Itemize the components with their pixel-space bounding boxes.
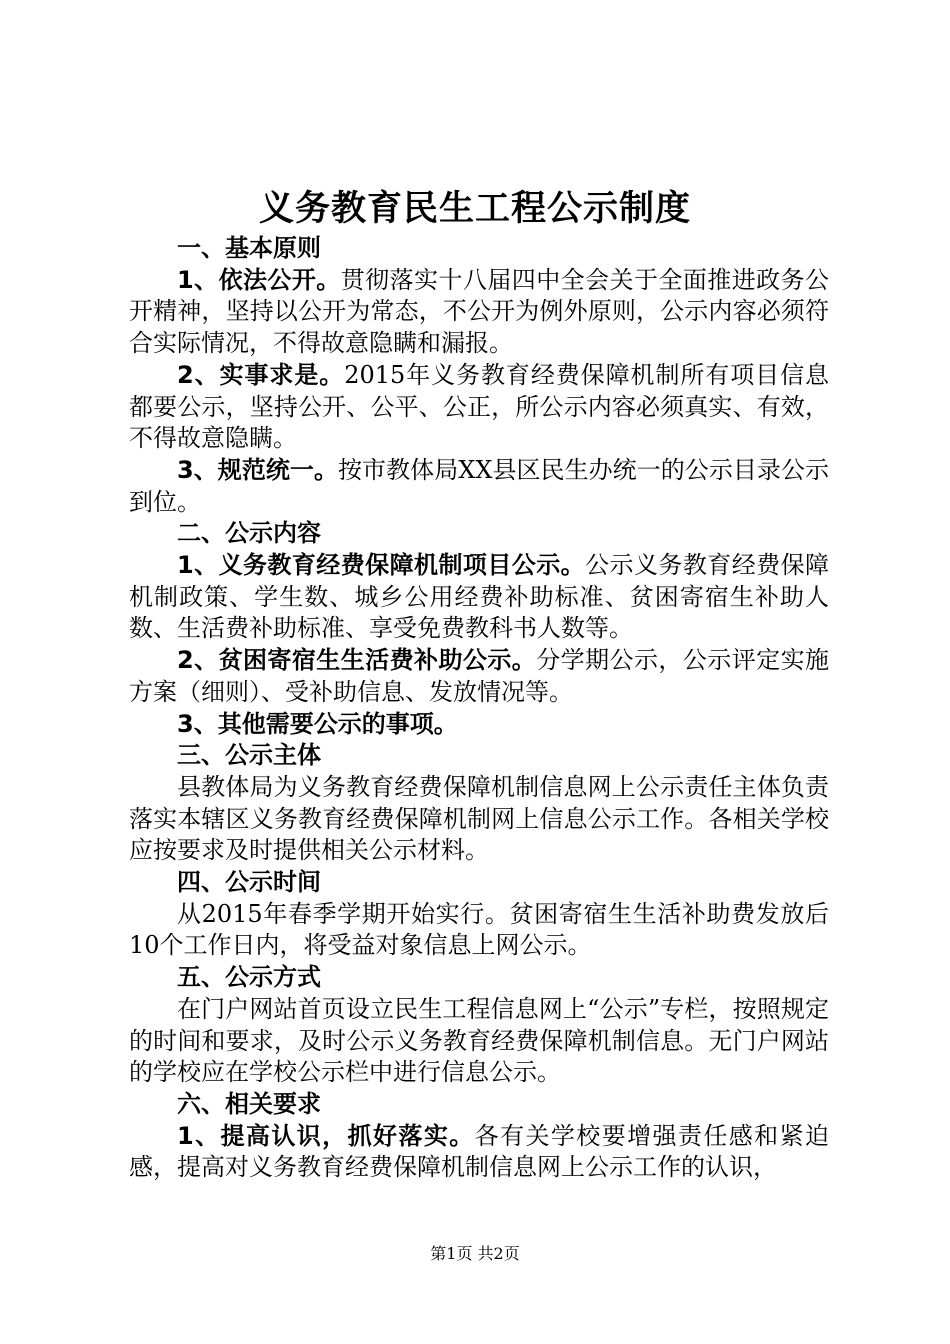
- paragraph-other-items: 3、其他需要公示的事项。: [177, 709, 458, 738]
- paragraph-raise-awareness: 1、提高认识，抓好落实。各有关学校要增强责任感和紧迫感，提高对义务教育经费保障机制信息网上公示工作的认识，: [129, 1121, 830, 1182]
- paragraph-seek-truth: 2、实事求是。2015年义务教育经费保障机制所有项目信息都要公示，坚持公开、公平、公正，所公示内容必须真实、有效，不得故意隐瞒。: [129, 360, 830, 453]
- section-heading-time: 四、公示时间: [177, 868, 321, 897]
- section-heading-requirements: 六、相关要求: [177, 1089, 321, 1118]
- paragraph-boarding-subsidy: 2、贫困寄宿生生活费补助公示。分学期公示，公示评定实施方案（细则）、受补助信息、发放情况等。: [129, 646, 829, 706]
- paragraph-lawful-disclosure: 1、依法公开。贯彻落实十八届四中全会关于全面推进政务公开精神，坚持以公开为常态，不公开为例外原则，公示内容必须符合实际情况，不得故意隐瞒和漏报。: [129, 265, 830, 358]
- paragraph-method: 在门户网站首页设立民生工程信息网上“公示”专栏，按照规定的时间和要求，及时公示义务教育经费保障机制信息。无门户网站的学校应在学校公示栏中进行信息公示。: [129, 994, 829, 1087]
- document-body: [129, 233, 829, 1184]
- paragraph-standardized: 3、规范统一。按市教体局XX县区民生办统一的公示目录公示到位。: [129, 455, 830, 516]
- section-heading-content: 二、公示内容: [177, 519, 321, 548]
- paragraph-funding-mechanism: 1、义务教育经费保障机制项目公示。公示义务教育经费保障机制政策、学生数、城乡公用经费补助标准、贫困寄宿生补助人数、生活费补助标准、享受免费教科书人数等。: [129, 551, 830, 643]
- section-heading-subject: 三、公示主体: [177, 741, 321, 770]
- paragraph-time: 从2015年春季学期开始实行。贫困寄宿生生活补助费发放后10个工作日内，将受益对象信息上网公示。: [129, 899, 829, 960]
- paragraph-subject: 县教体局为义务教育经费保障机制信息网上公示责任主体负责落实本辖区义务教育经费保障机制网上信息公示工作。各相关学校应按要求及时提供相关公示材料。: [129, 772, 829, 865]
- section-heading-method: 五、公示方式: [177, 963, 321, 992]
- document-title: 义务教育民生工程公示制度: [258, 188, 691, 229]
- section-heading-basic-principles: 一、基本原则: [177, 234, 321, 262]
- page-number: 第1页 共2页: [430, 1244, 520, 1263]
